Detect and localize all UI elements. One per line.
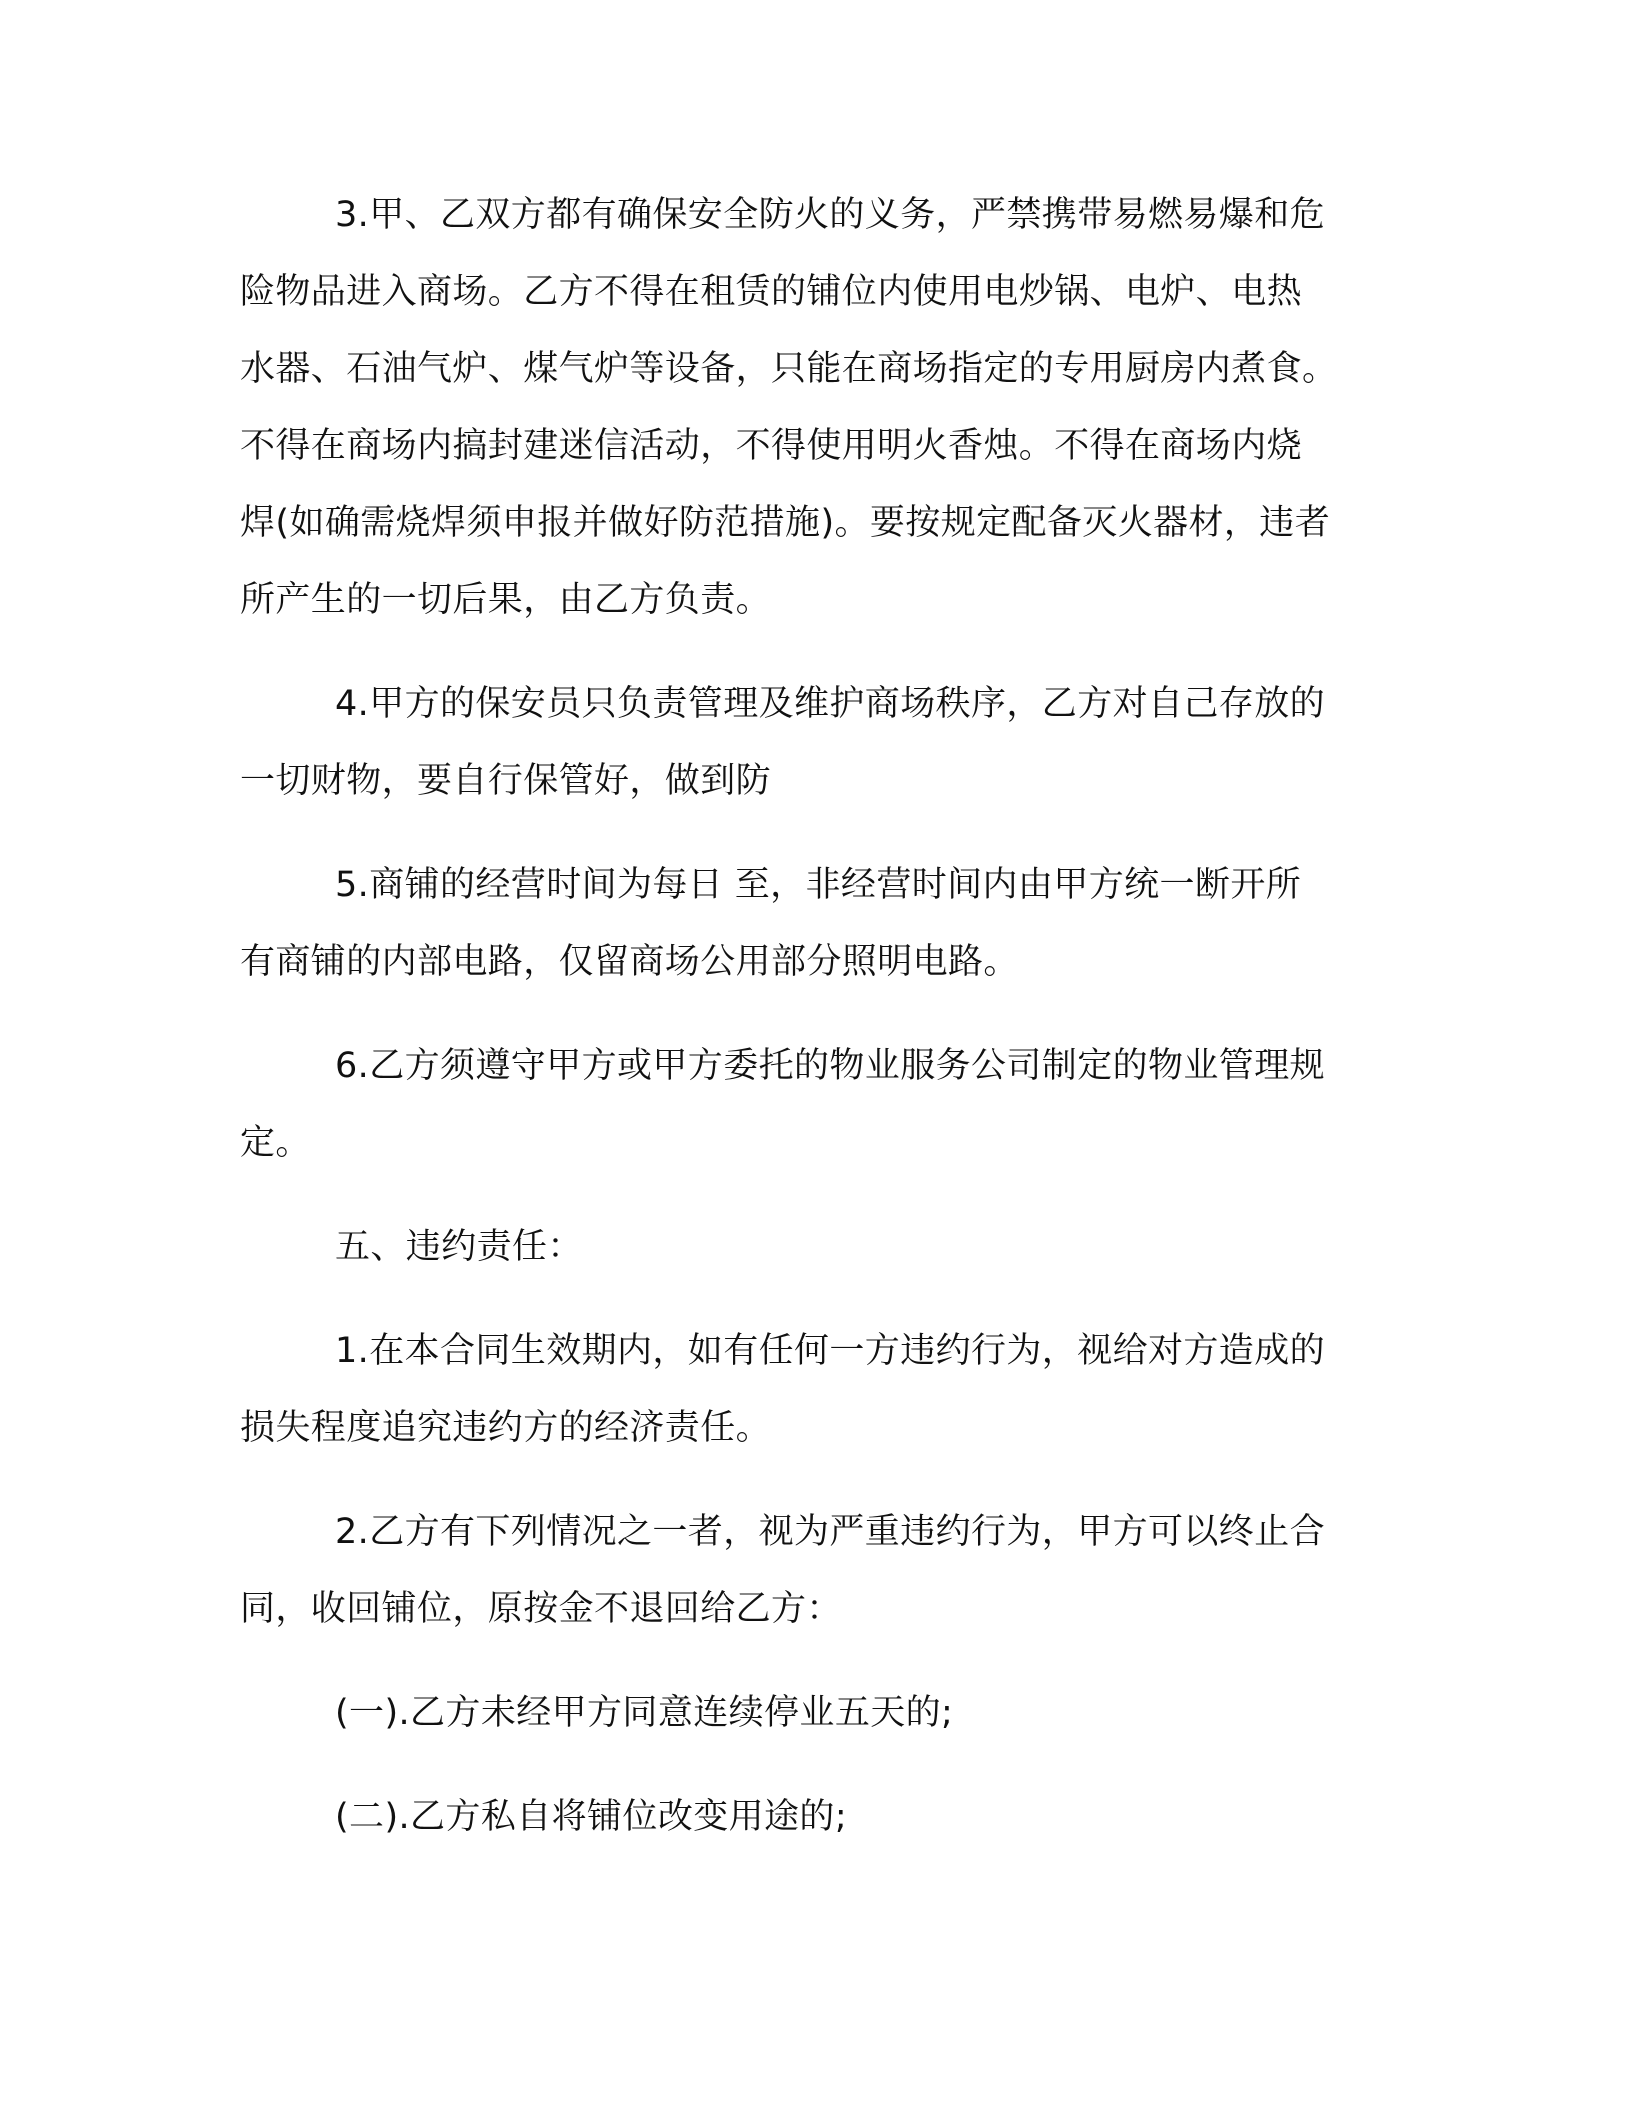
text-line: 水器、石油气炉、煤气炉等设备，只能在商场指定的专用厨房内煮食。 xyxy=(240,349,1338,389)
text-line: 所产生的一切后果，由乙方负责。 xyxy=(240,580,772,620)
text-line: 3.甲、乙双方都有确保安全防火的义务，严禁携带易燃易爆和危 xyxy=(335,195,1325,235)
text-line: 1.在本合同生效期内，如有任何一方违约行为，视给对方造成的 xyxy=(335,1331,1325,1371)
text-line: 有商铺的内部电路，仅留商场公用部分照明电路。 xyxy=(240,942,1019,982)
text-line: 一切财物，要自行保管好，做到防 xyxy=(240,761,772,801)
text-line: (二).乙方私自将铺位改变用途的; xyxy=(335,1797,848,1837)
text-line: 5.商铺的经营时间为每日 至，非经营时间内由甲方统一断开所 xyxy=(335,865,1302,905)
text-line: 定。 xyxy=(240,1123,311,1163)
text-line: 不得在商场内搞封建迷信活动，不得使用明火香烛。不得在商场内烧 xyxy=(240,426,1303,466)
text-line: 4.甲方的保安员只负责管理及维护商场秩序，乙方对自己存放的 xyxy=(335,684,1325,724)
text-line: 险物品进入商场。乙方不得在租赁的铺位内使用电炒锅、电炉、电热 xyxy=(240,272,1303,312)
text-line: 损失程度追究违约方的经济责任。 xyxy=(240,1408,772,1448)
text-line: (一).乙方未经甲方同意连续停业五天的; xyxy=(335,1693,954,1733)
text-line: 6.乙方须遵守甲方或甲方委托的物业服务公司制定的物业管理规 xyxy=(335,1046,1325,1086)
text-line: 同，收回铺位，原按金不退回给乙方： xyxy=(240,1589,842,1629)
section-heading: 五、违约责任： xyxy=(335,1227,583,1267)
text-line: 2.乙方有下列情况之一者，视为严重违约行为，甲方可以终止合 xyxy=(335,1512,1325,1552)
text-line: 焊(如确需烧焊须申报并做好防范措施)。要按规定配备灭火器材，违者 xyxy=(240,503,1331,543)
